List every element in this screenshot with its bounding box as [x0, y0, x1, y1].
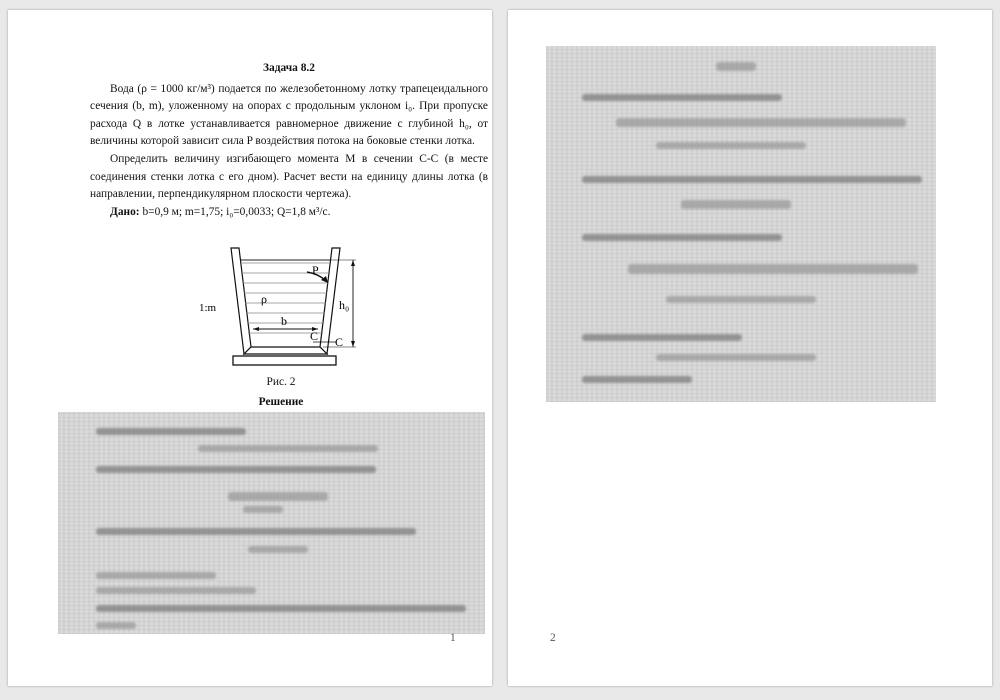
depth-label: h₀: [339, 298, 350, 312]
flume-diagram: [199, 243, 358, 378]
solution-heading: Решение: [258, 396, 304, 408]
problem-title: Задача 8.2: [263, 62, 315, 74]
width-arrow-left: [253, 327, 259, 331]
given-label: Дано:: [110, 205, 140, 218]
flume-diagram-svg: [199, 243, 358, 378]
slope-label: 1:m: [199, 302, 217, 314]
blurred-solution-block-2: [546, 46, 936, 402]
section-label-left: C: [310, 329, 319, 343]
left-wall: [231, 248, 251, 354]
blurred-solution-block-1: [58, 412, 485, 634]
given-line: [90, 204, 488, 222]
bottom-slab: [244, 347, 327, 354]
given-values: b=0,9 м; m=1,75; i₀=0,0033; Q=1,8 м³/с.: [142, 205, 331, 218]
document-page-2: [508, 10, 992, 686]
document-page-1: [8, 10, 492, 686]
section-label-right: C: [335, 335, 344, 349]
problem-paragraph-1: Вода (ρ = 1000 кг/м³) подается по железобетонному лотку трапецеидального сечения (b, m), уложенному на опорах с продольным уклоном i₀. При пропуске расхода Q в лотке устанавливается равномерное движение с глубиной h₀, от величины которой зависит сила P воздействия потока на боковые стенки лотка.: [90, 82, 488, 148]
width-label: b: [281, 314, 287, 328]
figure-caption: Рис. 2: [266, 376, 296, 388]
page-number-2: 2: [550, 632, 556, 644]
problem-paragraph-2: Определить величину изгибающего момента M в сечении C-C (в месте соединения стенки лотка с его дном). Расчет вести на единицу длины лотка (в направлении, перпендикулярном плоскости чертежа).: [90, 152, 488, 201]
page-number-1: 1: [450, 632, 456, 644]
density-label: ρ: [261, 292, 267, 306]
depth-arrow-top: [351, 260, 355, 266]
support-base: [233, 356, 336, 365]
problem-text-block: [90, 60, 488, 221]
force-label: P: [312, 263, 319, 277]
depth-arrow-bottom: [351, 341, 355, 347]
